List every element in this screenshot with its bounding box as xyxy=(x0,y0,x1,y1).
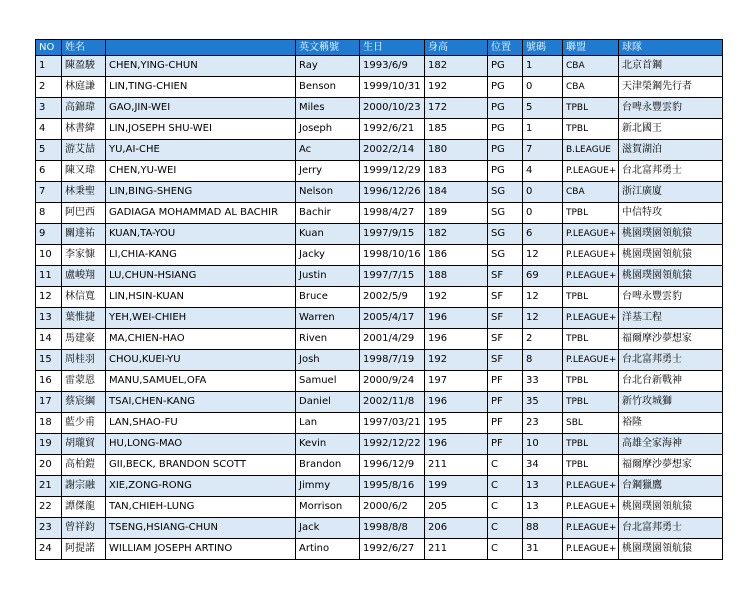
player-league: P.LEAGUE+ xyxy=(563,518,619,539)
player-birthday: 1993/6/9 xyxy=(360,56,425,77)
player-team: 洋基工程 xyxy=(619,308,723,329)
player-team: 天津榮鋼先行者 xyxy=(619,77,723,98)
player-no: 22 xyxy=(36,497,62,518)
player-team: 福爾摩沙夢想家 xyxy=(619,329,723,350)
table-row xyxy=(36,140,723,161)
player-name-zh: 阿提諾 xyxy=(62,539,106,560)
player-number: 6 xyxy=(523,224,563,245)
player-nickname: Miles xyxy=(296,98,360,119)
player-nickname: Jimmy xyxy=(296,476,360,497)
player-no: 7 xyxy=(36,182,62,203)
player-name-zh: 林秉聖 xyxy=(62,182,106,203)
player-position: PG xyxy=(488,56,523,77)
player-name-en: YU,AI-CHE xyxy=(106,140,296,161)
table-row xyxy=(36,182,723,203)
player-nickname: Benson xyxy=(296,77,360,98)
player-birthday: 1997/9/15 xyxy=(360,224,425,245)
player-birthday: 2000/10/23 xyxy=(360,98,425,119)
player-league: TPBL xyxy=(563,329,619,350)
player-name-zh: 蔡宸綱 xyxy=(62,392,106,413)
player-league: P.LEAGUE+ xyxy=(563,266,619,287)
player-height: 172 xyxy=(425,98,488,119)
player-height: 182 xyxy=(425,56,488,77)
player-height: 206 xyxy=(425,518,488,539)
player-nickname: Jerry xyxy=(296,161,360,182)
player-position: C xyxy=(488,539,523,560)
col-nickname-header: 英文稱號 xyxy=(296,40,360,56)
player-height: 211 xyxy=(425,539,488,560)
player-name-zh: 謝宗融 xyxy=(62,476,106,497)
player-name-en: MA,CHIEN-HAO xyxy=(106,329,296,350)
player-name-zh: 譚傑龍 xyxy=(62,497,106,518)
player-name-en: GADIAGA MOHAMMAD AL BACHIR xyxy=(106,203,296,224)
player-position: PG xyxy=(488,161,523,182)
player-position: SG xyxy=(488,245,523,266)
table-row xyxy=(36,266,723,287)
player-nickname: Lan xyxy=(296,413,360,434)
player-name-zh: 林庭謙 xyxy=(62,77,106,98)
player-birthday: 1998/10/16 xyxy=(360,245,425,266)
col-number-header: 號碼 xyxy=(523,40,563,56)
player-height: 195 xyxy=(425,413,488,434)
table-row xyxy=(36,203,723,224)
player-number: 13 xyxy=(523,476,563,497)
player-name-en: LU,CHUN-HSIANG xyxy=(106,266,296,287)
player-name-zh: 高柏鎧 xyxy=(62,455,106,476)
player-position: PG xyxy=(488,77,523,98)
player-position: PF xyxy=(488,392,523,413)
player-birthday: 1998/7/19 xyxy=(360,350,425,371)
player-team: 福爾摩沙夢想家 xyxy=(619,455,723,476)
header-row xyxy=(36,40,723,56)
player-position: C xyxy=(488,455,523,476)
player-team: 北京首鋼 xyxy=(619,56,723,77)
player-height: 188 xyxy=(425,266,488,287)
player-number: 33 xyxy=(523,371,563,392)
player-position: PF xyxy=(488,371,523,392)
player-no: 20 xyxy=(36,455,62,476)
player-nickname: Samuel xyxy=(296,371,360,392)
player-number: 8 xyxy=(523,350,563,371)
player-nickname: Kuan xyxy=(296,224,360,245)
table-row xyxy=(36,56,723,77)
player-nickname: Jacky xyxy=(296,245,360,266)
player-birthday: 1997/7/15 xyxy=(360,266,425,287)
player-birthday: 1992/6/21 xyxy=(360,119,425,140)
player-name-zh: 葉惟捷 xyxy=(62,308,106,329)
player-league: P.LEAGUE+ xyxy=(563,224,619,245)
player-birthday: 1999/12/29 xyxy=(360,161,425,182)
table-row xyxy=(36,245,723,266)
player-league: P.LEAGUE+ xyxy=(563,497,619,518)
player-team: 台啤永豐雲豹 xyxy=(619,98,723,119)
player-team: 台鋼獵鷹 xyxy=(619,476,723,497)
player-no: 1 xyxy=(36,56,62,77)
player-team: 高雄全家海神 xyxy=(619,434,723,455)
player-height: 196 xyxy=(425,308,488,329)
player-name-zh: 林書緯 xyxy=(62,119,106,140)
player-league: CBA xyxy=(563,77,619,98)
player-team: 台北富邦勇士 xyxy=(619,518,723,539)
player-birthday: 1996/12/26 xyxy=(360,182,425,203)
player-no: 17 xyxy=(36,392,62,413)
player-no: 13 xyxy=(36,308,62,329)
player-nickname: Joseph xyxy=(296,119,360,140)
player-name-zh: 關達祐 xyxy=(62,224,106,245)
player-no: 8 xyxy=(36,203,62,224)
player-name-en: LI,CHIA-KANG xyxy=(106,245,296,266)
table-row xyxy=(36,476,723,497)
player-no: 12 xyxy=(36,287,62,308)
player-number: 12 xyxy=(523,287,563,308)
player-height: 192 xyxy=(425,350,488,371)
player-height: 199 xyxy=(425,476,488,497)
player-team: 桃園璞園領航猿 xyxy=(619,539,723,560)
table-row xyxy=(36,98,723,119)
player-name-en: LAN,SHAO-FU xyxy=(106,413,296,434)
player-no: 3 xyxy=(36,98,62,119)
player-birthday: 2000/9/24 xyxy=(360,371,425,392)
player-number: 1 xyxy=(523,56,563,77)
player-nickname: Morrison xyxy=(296,497,360,518)
player-number: 12 xyxy=(523,308,563,329)
player-name-en: KUAN,TA-YOU xyxy=(106,224,296,245)
player-height: 189 xyxy=(425,203,488,224)
player-height: 197 xyxy=(425,371,488,392)
player-team: 桃園璞園領航猿 xyxy=(619,266,723,287)
player-height: 183 xyxy=(425,161,488,182)
player-league: TPBL xyxy=(563,455,619,476)
player-league: TPBL xyxy=(563,371,619,392)
table-row xyxy=(36,539,723,560)
table-row xyxy=(36,287,723,308)
player-league: P.LEAGUE+ xyxy=(563,539,619,560)
player-height: 196 xyxy=(425,392,488,413)
player-nickname: Ac xyxy=(296,140,360,161)
player-name-zh: 盧峻翔 xyxy=(62,266,106,287)
player-name-en: GAO,JIN-WEI xyxy=(106,98,296,119)
player-team: 台北台新戰神 xyxy=(619,371,723,392)
table-row xyxy=(36,350,723,371)
col-no-header: NO xyxy=(36,40,62,56)
col-name-en-header xyxy=(106,40,296,56)
player-team: 台啤永豐雲豹 xyxy=(619,287,723,308)
player-nickname: Nelson xyxy=(296,182,360,203)
player-number: 31 xyxy=(523,539,563,560)
player-birthday: 2000/6/2 xyxy=(360,497,425,518)
player-number: 35 xyxy=(523,392,563,413)
col-position-header: 位置 xyxy=(488,40,523,56)
player-birthday: 2002/2/14 xyxy=(360,140,425,161)
player-no: 15 xyxy=(36,350,62,371)
player-no: 6 xyxy=(36,161,62,182)
player-name-zh: 林信寬 xyxy=(62,287,106,308)
roster-body xyxy=(36,56,723,560)
player-position: PG xyxy=(488,119,523,140)
player-nickname: Brandon xyxy=(296,455,360,476)
player-number: 7 xyxy=(523,140,563,161)
player-birthday: 2001/4/29 xyxy=(360,329,425,350)
col-league-header: 聯盟 xyxy=(563,40,619,56)
player-position: C xyxy=(488,476,523,497)
player-birthday: 2002/5/9 xyxy=(360,287,425,308)
player-nickname: Artino xyxy=(296,539,360,560)
player-name-en: LIN,TING-CHIEN xyxy=(106,77,296,98)
player-number: 13 xyxy=(523,497,563,518)
player-league: TPBL xyxy=(563,434,619,455)
table-row xyxy=(36,497,723,518)
table-row xyxy=(36,224,723,245)
player-position: SF xyxy=(488,287,523,308)
player-height: 211 xyxy=(425,455,488,476)
player-number: 4 xyxy=(523,161,563,182)
player-number: 5 xyxy=(523,98,563,119)
table-row xyxy=(36,161,723,182)
table-row xyxy=(36,119,723,140)
player-birthday: 1992/6/27 xyxy=(360,539,425,560)
player-position: C xyxy=(488,497,523,518)
player-team: 滋賀湖泊 xyxy=(619,140,723,161)
player-number: 0 xyxy=(523,203,563,224)
player-league: CBA xyxy=(563,182,619,203)
table-row xyxy=(36,371,723,392)
player-name-en: CHEN,YU-WEI xyxy=(106,161,296,182)
player-no: 23 xyxy=(36,518,62,539)
player-team: 浙江廣廈 xyxy=(619,182,723,203)
player-height: 185 xyxy=(425,119,488,140)
player-name-en: CHOU,KUEI-YU xyxy=(106,350,296,371)
table-row xyxy=(36,455,723,476)
player-name-zh: 陳盈駿 xyxy=(62,56,106,77)
player-league: TPBL xyxy=(563,98,619,119)
player-name-en: TAN,CHIEH-LUNG xyxy=(106,497,296,518)
player-name-en: TSAI,CHEN-KANG xyxy=(106,392,296,413)
player-name-zh: 陳又瑋 xyxy=(62,161,106,182)
player-name-en: GII,BECK, BRANDON SCOTT xyxy=(106,455,296,476)
player-no: 18 xyxy=(36,413,62,434)
player-height: 186 xyxy=(425,245,488,266)
player-no: 19 xyxy=(36,434,62,455)
player-nickname: Bruce xyxy=(296,287,360,308)
player-name-en: TSENG,HSIANG-CHUN xyxy=(106,518,296,539)
player-position: SG xyxy=(488,224,523,245)
col-team-header: 球隊 xyxy=(619,40,723,56)
player-league: P.LEAGUE+ xyxy=(563,245,619,266)
player-name-zh: 曾祥鈞 xyxy=(62,518,106,539)
player-name-en: LIN,JOSEPH SHU-WEI xyxy=(106,119,296,140)
player-position: SF xyxy=(488,350,523,371)
player-league: CBA xyxy=(563,56,619,77)
table-row xyxy=(36,392,723,413)
col-name-zh-header: 姓名 xyxy=(62,40,106,56)
player-name-zh: 胡瓏貿 xyxy=(62,434,106,455)
roster-table xyxy=(35,39,723,560)
player-name-en: XIE,ZONG-RONG xyxy=(106,476,296,497)
player-height: 184 xyxy=(425,182,488,203)
player-league: TPBL xyxy=(563,392,619,413)
player-no: 5 xyxy=(36,140,62,161)
player-name-en: YEH,WEI-CHIEH xyxy=(106,308,296,329)
player-team: 桃園璞園領航猿 xyxy=(619,224,723,245)
player-birthday: 1998/8/8 xyxy=(360,518,425,539)
player-position: SF xyxy=(488,266,523,287)
player-team: 桃園璞園領航猿 xyxy=(619,245,723,266)
player-no: 21 xyxy=(36,476,62,497)
player-birthday: 1997/03/21 xyxy=(360,413,425,434)
player-nickname: Bachir xyxy=(296,203,360,224)
player-name-en: LIN,BING-SHENG xyxy=(106,182,296,203)
player-number: 1 xyxy=(523,119,563,140)
player-team: 桃園璞園領航猿 xyxy=(619,497,723,518)
col-birthday-header: 生日 xyxy=(360,40,425,56)
player-nickname: Josh xyxy=(296,350,360,371)
table-row xyxy=(36,518,723,539)
table-row xyxy=(36,329,723,350)
player-name-zh: 雷蒙恩 xyxy=(62,371,106,392)
player-birthday: 1999/10/31 xyxy=(360,77,425,98)
player-nickname: Daniel xyxy=(296,392,360,413)
player-league: TPBL xyxy=(563,287,619,308)
player-height: 182 xyxy=(425,224,488,245)
player-no: 16 xyxy=(36,371,62,392)
player-name-en: CHEN,YING-CHUN xyxy=(106,56,296,77)
player-name-zh: 阿巴西 xyxy=(62,203,106,224)
player-name-zh: 高錦瑋 xyxy=(62,98,106,119)
player-no: 14 xyxy=(36,329,62,350)
player-position: PG xyxy=(488,98,523,119)
player-position: C xyxy=(488,518,523,539)
player-name-zh: 周桂羽 xyxy=(62,350,106,371)
player-no: 2 xyxy=(36,77,62,98)
player-number: 12 xyxy=(523,245,563,266)
player-name-en: WILLIAM JOSEPH ARTINO xyxy=(106,539,296,560)
table-row xyxy=(36,434,723,455)
player-nickname: Warren xyxy=(296,308,360,329)
player-nickname: Jack xyxy=(296,518,360,539)
player-name-zh: 游艾喆 xyxy=(62,140,106,161)
player-position: SG xyxy=(488,203,523,224)
player-position: SF xyxy=(488,329,523,350)
player-team: 新北國王 xyxy=(619,119,723,140)
player-no: 11 xyxy=(36,266,62,287)
player-league: P.LEAGUE+ xyxy=(563,350,619,371)
player-league: TPBL xyxy=(563,203,619,224)
player-position: PF xyxy=(488,434,523,455)
player-team: 中信特攻 xyxy=(619,203,723,224)
player-position: SF xyxy=(488,308,523,329)
player-number: 88 xyxy=(523,518,563,539)
player-number: 10 xyxy=(523,434,563,455)
table-row xyxy=(36,77,723,98)
player-number: 69 xyxy=(523,266,563,287)
player-position: PF xyxy=(488,413,523,434)
player-height: 192 xyxy=(425,77,488,98)
player-height: 180 xyxy=(425,140,488,161)
player-team: 新竹攻城獅 xyxy=(619,392,723,413)
player-nickname: Ray xyxy=(296,56,360,77)
player-birthday: 1992/12/22 xyxy=(360,434,425,455)
table-row xyxy=(36,308,723,329)
player-name-en: LIN,HSIN-KUAN xyxy=(106,287,296,308)
player-name-zh: 李家慷 xyxy=(62,245,106,266)
player-height: 205 xyxy=(425,497,488,518)
player-birthday: 1995/8/16 xyxy=(360,476,425,497)
player-birthday: 1998/4/27 xyxy=(360,203,425,224)
player-league: P.LEAGUE+ xyxy=(563,308,619,329)
player-nickname: Justin xyxy=(296,266,360,287)
player-birthday: 2005/4/17 xyxy=(360,308,425,329)
player-name-zh: 馬建豪 xyxy=(62,329,106,350)
table-row xyxy=(36,413,723,434)
player-height: 196 xyxy=(425,434,488,455)
player-position: SG xyxy=(488,182,523,203)
player-number: 0 xyxy=(523,77,563,98)
player-league: P.LEAGUE+ xyxy=(563,161,619,182)
player-no: 10 xyxy=(36,245,62,266)
player-number: 23 xyxy=(523,413,563,434)
player-name-en: MANU,SAMUEL,OFA xyxy=(106,371,296,392)
player-name-en: HU,LONG-MAO xyxy=(106,434,296,455)
player-no: 24 xyxy=(36,539,62,560)
player-name-zh: 藍少甫 xyxy=(62,413,106,434)
player-league: P.LEAGUE+ xyxy=(563,476,619,497)
player-nickname: Kevin xyxy=(296,434,360,455)
player-league: TPBL xyxy=(563,119,619,140)
player-number: 0 xyxy=(523,182,563,203)
player-birthday: 2002/11/8 xyxy=(360,392,425,413)
player-nickname: Riven xyxy=(296,329,360,350)
col-height-header: 身高 xyxy=(425,40,488,56)
player-no: 9 xyxy=(36,224,62,245)
player-team: 台北富邦勇士 xyxy=(619,161,723,182)
player-number: 2 xyxy=(523,329,563,350)
player-position: PG xyxy=(488,140,523,161)
player-league: B.LEAGUE xyxy=(563,140,619,161)
player-height: 192 xyxy=(425,287,488,308)
player-league: SBL xyxy=(563,413,619,434)
player-height: 196 xyxy=(425,329,488,350)
player-team: 裕隆 xyxy=(619,413,723,434)
player-birthday: 1996/12/9 xyxy=(360,455,425,476)
player-number: 34 xyxy=(523,455,563,476)
player-team: 台北富邦勇士 xyxy=(619,350,723,371)
player-no: 4 xyxy=(36,119,62,140)
